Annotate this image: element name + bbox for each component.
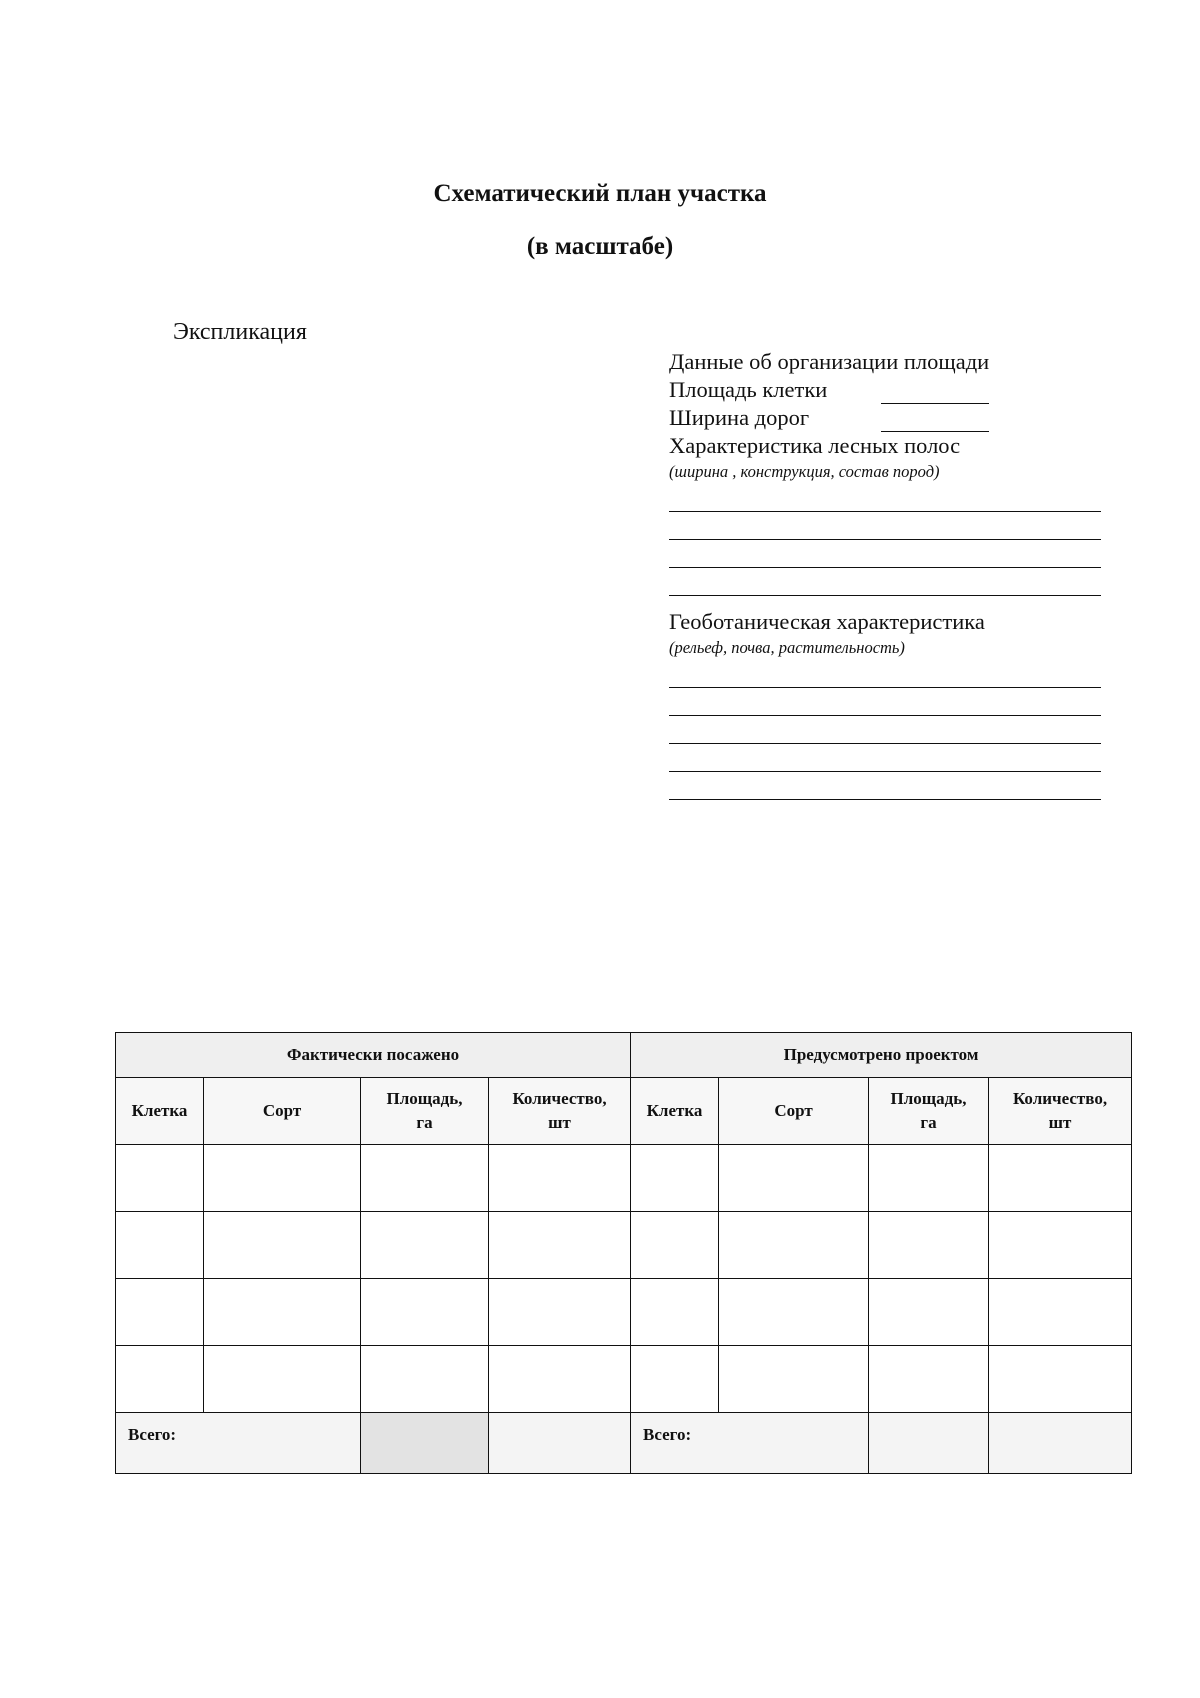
table-cell[interactable]	[631, 1212, 719, 1279]
table-cell[interactable]	[631, 1279, 719, 1346]
column-header-quantity-planned: Количество, шт	[989, 1078, 1132, 1145]
table-cell[interactable]	[204, 1346, 361, 1413]
organization-heading: Данные об организации площади	[669, 349, 990, 374]
geobotanical-line[interactable]	[669, 716, 1101, 744]
table-cell[interactable]	[116, 1346, 204, 1413]
road-width-field	[669, 404, 1109, 432]
table-total-row	[116, 1413, 1132, 1474]
group-planned-header: Предусмотрено проектом	[631, 1033, 1132, 1078]
geobotanical-hint: (рельеф, почва, растительность)	[669, 638, 905, 657]
geobotanical-line[interactable]	[669, 660, 1101, 688]
table-row	[116, 1212, 1132, 1279]
column-header-variety-planned: Сорт	[719, 1078, 869, 1145]
table-cell[interactable]	[989, 1145, 1132, 1212]
table-cell[interactable]	[719, 1145, 869, 1212]
table-cell[interactable]	[361, 1212, 489, 1279]
table-cell[interactable]	[116, 1279, 204, 1346]
column-header-cell-planned: Клетка	[631, 1078, 719, 1145]
table-cell[interactable]	[719, 1212, 869, 1279]
geobotanical-line[interactable]	[669, 744, 1101, 772]
table-cell[interactable]	[719, 1279, 869, 1346]
column-header-area-planned: Площадь, га	[869, 1078, 989, 1145]
table-cell[interactable]	[489, 1145, 631, 1212]
cell-area-field	[669, 376, 1109, 404]
forest-strips-line[interactable]	[669, 484, 1101, 512]
total-area-planned[interactable]	[869, 1413, 989, 1474]
table-cell[interactable]	[989, 1279, 1132, 1346]
table-cell[interactable]	[869, 1279, 989, 1346]
total-quantity-actual[interactable]	[489, 1413, 631, 1474]
geobotanical-heading: Геоботаническая характеристика	[669, 609, 985, 634]
table-cell[interactable]	[361, 1346, 489, 1413]
geobotanical-line[interactable]	[669, 688, 1101, 716]
column-header-variety-actual: Сорт	[204, 1078, 361, 1145]
table-cell[interactable]	[989, 1212, 1132, 1279]
table-row	[116, 1279, 1132, 1346]
road-width-label: Ширина дорог	[669, 405, 810, 430]
forest-strips-hint: (ширина , конструкция, состав пород)	[669, 462, 940, 481]
table-cell[interactable]	[489, 1279, 631, 1346]
column-header-quantity-actual: Количество, шт	[489, 1078, 631, 1145]
table-cell[interactable]	[719, 1346, 869, 1413]
table-row	[116, 1145, 1132, 1212]
table-cell[interactable]	[116, 1212, 204, 1279]
table-column-header	[116, 1078, 1132, 1145]
table-cell[interactable]	[489, 1212, 631, 1279]
total-quantity-planned[interactable]	[989, 1413, 1132, 1474]
column-header-area-actual: Площадь, га	[361, 1078, 489, 1145]
table-cell[interactable]	[869, 1212, 989, 1279]
table-cell[interactable]	[631, 1346, 719, 1413]
table-group-header	[116, 1033, 1132, 1078]
table-cell[interactable]	[989, 1346, 1132, 1413]
forest-strips-line[interactable]	[669, 568, 1101, 596]
explication-label: Экспликация	[173, 319, 307, 345]
road-width-blank[interactable]	[881, 411, 989, 432]
cell-area-blank[interactable]	[881, 383, 989, 404]
table-cell[interactable]	[361, 1279, 489, 1346]
table-cell[interactable]	[204, 1212, 361, 1279]
total-label-planned: Всего:	[631, 1413, 869, 1474]
table-cell[interactable]	[489, 1346, 631, 1413]
total-label-actual: Всего:	[116, 1413, 361, 1474]
forest-strips-line[interactable]	[669, 540, 1101, 568]
group-actual-header: Фактически посажено	[116, 1033, 631, 1078]
table-row	[116, 1346, 1132, 1413]
planting-table	[115, 1032, 1132, 1474]
cell-area-label: Площадь клетки	[669, 377, 828, 402]
total-area-actual[interactable]	[361, 1413, 489, 1474]
page-title: Схематический план участка	[433, 180, 767, 207]
forest-strips-label: Характеристика лесных полос	[669, 433, 961, 458]
geobotanical-line[interactable]	[669, 772, 1101, 800]
table-cell[interactable]	[116, 1145, 204, 1212]
table-cell[interactable]	[869, 1145, 989, 1212]
table-cell[interactable]	[361, 1145, 489, 1212]
column-header-cell-actual: Клетка	[116, 1078, 204, 1145]
table-cell[interactable]	[631, 1145, 719, 1212]
forest-strips-line[interactable]	[669, 512, 1101, 540]
page-subtitle: (в масштабе)	[526, 233, 674, 260]
table-cell[interactable]	[869, 1346, 989, 1413]
table-cell[interactable]	[204, 1145, 361, 1212]
organization-section	[669, 348, 1109, 800]
table-cell[interactable]	[204, 1279, 361, 1346]
